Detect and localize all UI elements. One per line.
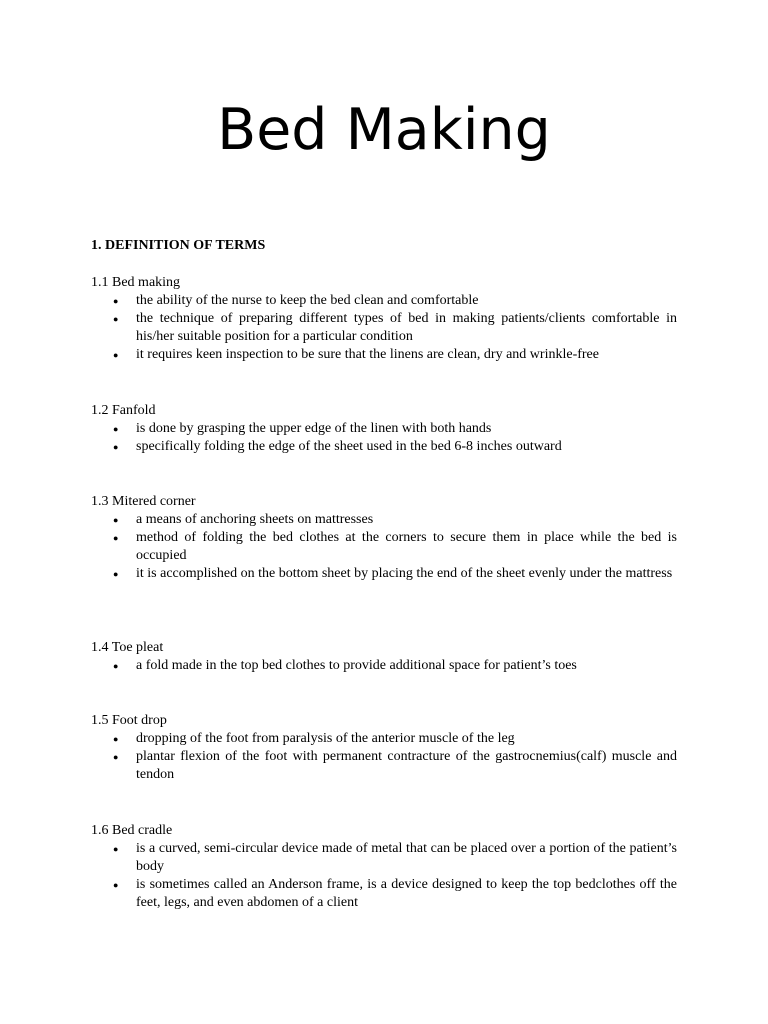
definition-item — [91, 346, 677, 364]
term-title: 1.2 Fanfold — [91, 403, 156, 418]
term-definition-list — [91, 730, 691, 784]
definition-item — [91, 730, 677, 748]
definition-item — [91, 565, 677, 583]
definition-item — [91, 876, 677, 912]
term-definition-list — [91, 511, 691, 583]
definition-item — [91, 529, 677, 565]
definition-text: is sometimes called an Anderson frame, is a device designed to keep the top bedclothes off the feet, legs, and even abdomen of a client — [136, 877, 677, 910]
bullet-icon: ● — [113, 533, 119, 543]
definition-text: specifically folding the edge of the sheet used in the bed 6-8 inches outward — [136, 439, 562, 454]
definition-item — [91, 657, 677, 675]
term-title: 1.6 Bed cradle — [91, 823, 173, 838]
term-toe-pleat — [91, 639, 691, 675]
bullet-icon: ● — [113, 442, 119, 452]
definition-item — [91, 420, 677, 438]
definition-text: a means of anchoring sheets on mattresses — [136, 512, 374, 527]
bullet-icon: ● — [113, 424, 119, 434]
term-definition-list — [91, 657, 691, 675]
bullet-icon: ● — [113, 296, 119, 306]
definition-item — [91, 511, 677, 529]
bullet-icon: ● — [113, 350, 119, 360]
term-definition-list — [91, 420, 691, 456]
definition-text: a fold made in the top bed clothes to provide additional space for patient’s toes — [136, 658, 577, 673]
definition-text: dropping of the foot from paralysis of the anterior muscle of the leg — [136, 731, 515, 746]
term-definition-list — [91, 292, 691, 364]
definition-item — [91, 748, 677, 784]
term-title: 1.5 Foot drop — [91, 713, 167, 728]
term-fanfold — [91, 402, 691, 456]
definition-item — [91, 292, 677, 310]
bullet-icon: ● — [113, 515, 119, 525]
term-bed-making — [91, 274, 691, 364]
document-title: Bed Making — [217, 97, 551, 163]
definition-text: method of folding the bed clothes at the corners to secure them in place while the bed is occupied — [136, 530, 677, 563]
definition-text: it requires keen inspection to be sure that the linens are clean, dry and wrinkle-free — [136, 347, 599, 362]
definition-text: is done by grasping the upper edge of the linen with both hands — [136, 421, 492, 436]
bullet-icon: ● — [113, 569, 119, 579]
definition-text: the ability of the nurse to keep the bed clean and comfortable — [136, 293, 479, 308]
bullet-icon: ● — [113, 734, 119, 744]
term-bed-cradle — [91, 822, 691, 912]
bullet-icon: ● — [113, 314, 119, 324]
bullet-icon: ● — [113, 752, 119, 762]
term-title: 1.4 Toe pleat — [91, 640, 164, 655]
term-title: 1.1 Bed making — [91, 275, 181, 290]
term-definition-list — [91, 840, 691, 912]
definition-item — [91, 310, 677, 346]
definition-item — [91, 840, 677, 876]
term-mitered-corner — [91, 493, 691, 583]
definition-item — [91, 438, 677, 456]
bullet-icon: ● — [113, 844, 119, 854]
term-title: 1.3 Mitered corner — [91, 494, 196, 509]
term-foot-drop — [91, 712, 691, 784]
bullet-icon: ● — [113, 880, 119, 890]
definition-text: plantar flexion of the foot with permanent contracture of the gastrocnemius(calf) muscle and tendon — [136, 749, 677, 782]
definition-text: it is accomplished on the bottom sheet by placing the end of the sheet evenly under the mattress — [136, 566, 673, 581]
bullet-icon: ● — [113, 661, 119, 671]
section-heading: 1. DEFINITION OF TERMS — [91, 238, 266, 253]
definition-text: is a curved, semi-circular device made of metal that can be placed over a portion of the patient’s body — [136, 841, 677, 874]
definition-text: the technique of preparing different types of bed in making patients/clients comfortable in his/her suitable position for a particular condition — [136, 311, 677, 344]
